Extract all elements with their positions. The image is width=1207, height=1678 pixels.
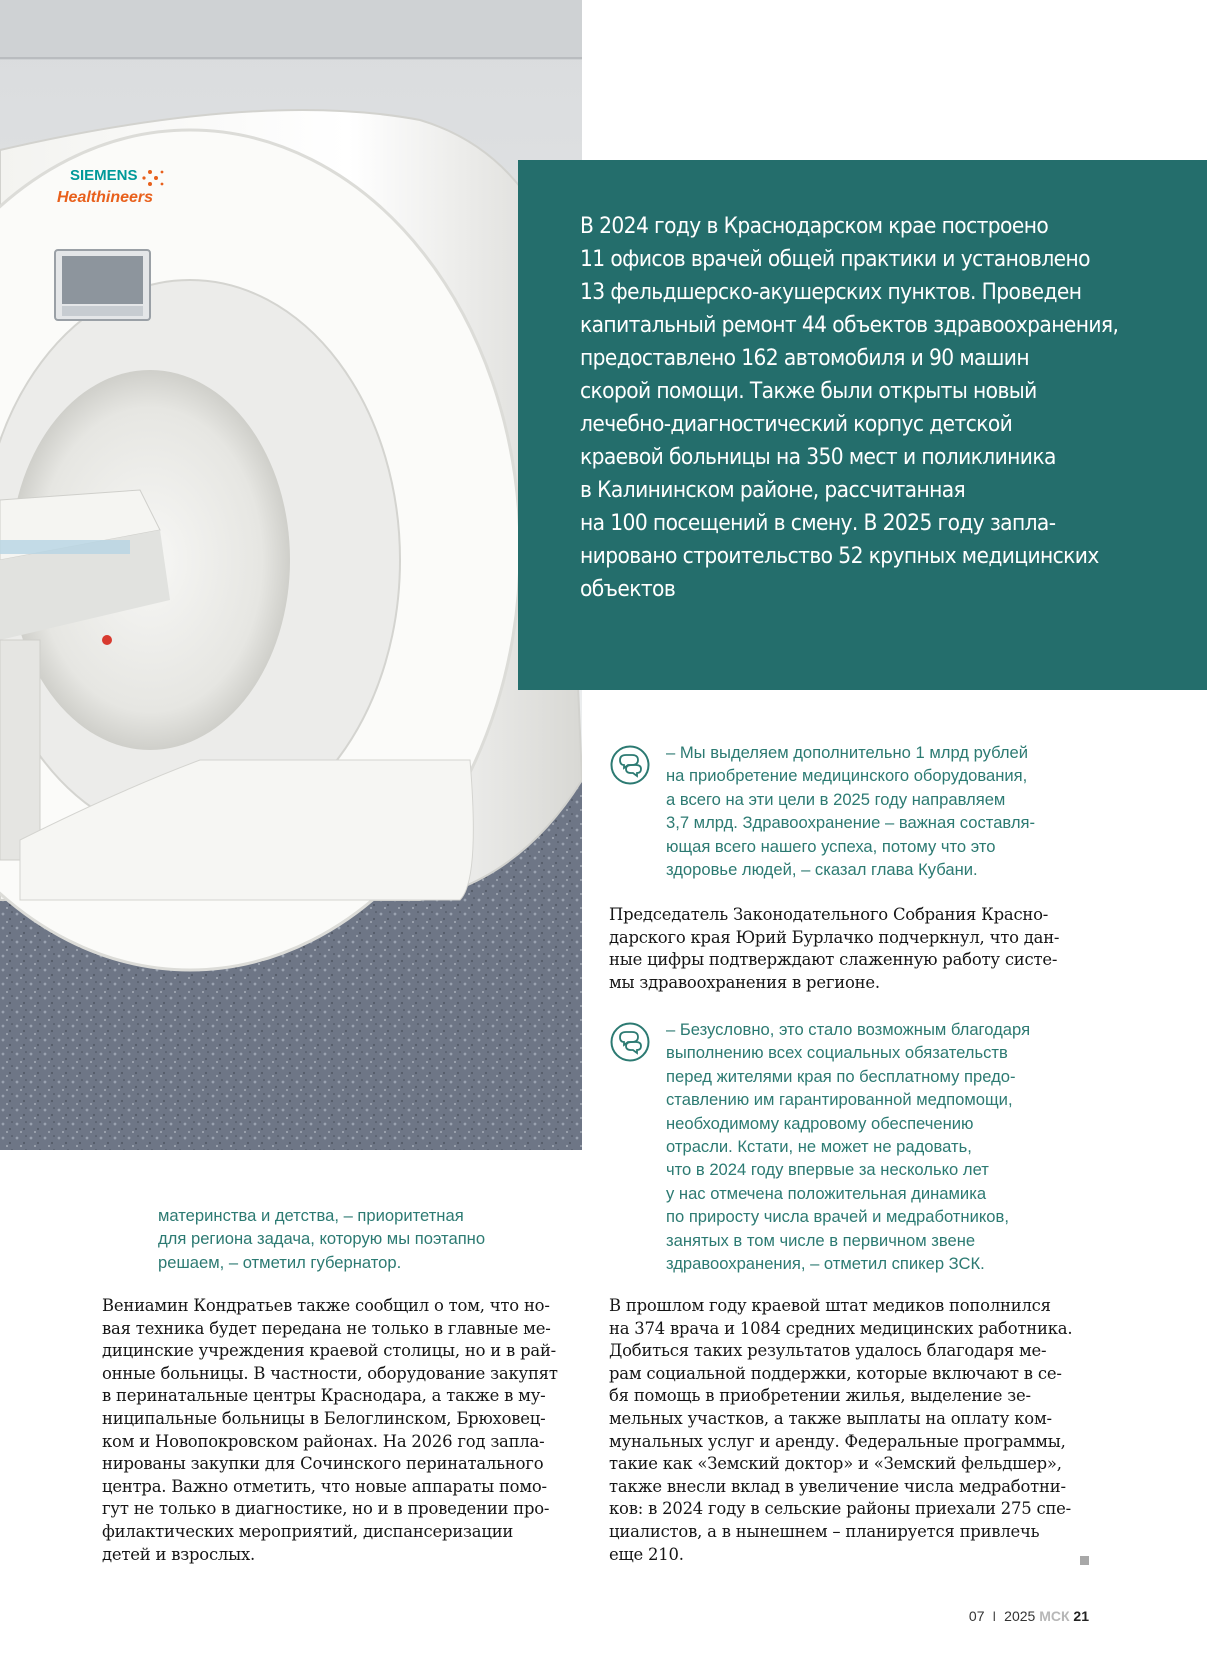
callout-text: В 2024 году в Краснодарском крае построено 11 офисов врачей общей практики и установлено 13 фельдшерско-акушерских пунктов. Проведен капитальный ремонт 44 объектов здравоохранения, предоставлено 162 автомобиля и 90 машин скорой помощи. Также были открыты новый лечебно-диагностический корпус детской краевой больницы на 350 мест и поликлиника в Калининском районе, рассчитанная на 100 посещений в смену. В 2025 году запла- нировано строительство 52 крупных медицинских объектов bbox=[580, 213, 1119, 602]
end-of-article-marker bbox=[1080, 1556, 1089, 1565]
quote-speech-icon bbox=[610, 745, 650, 785]
footer-magazine: МСК bbox=[1039, 1608, 1070, 1624]
body-text-right-1: Председатель Законодательного Собрания Красно- дарского края Юрий Бурлачко подчеркнул, что дан- ные цифры подтверждают слаженную работу систе- мы здравоохранения в регионе. bbox=[609, 905, 1060, 992]
quote-governor: – Мы выделяем дополнительно 1 млрд рублей на приобретение медицинского оборудования, а всего на эти цели в 2025 году направляем 3,7 млрд. Здравоохранение – важная составля- ющая всего нашего успеха, потому что это здоровье людей, – сказал глава Кубани. bbox=[666, 743, 1036, 880]
healthineers-logo-text: Healthineers bbox=[57, 189, 154, 206]
callout-box bbox=[518, 160, 1207, 690]
body-text-right-2: В прошлом году краевой штат медиков пополнился на 374 врача и 1084 средних медицинских работника. Добиться таких результатов удалось благодаря ме- рам социальной поддержки, которые включают в се- бя помощь в приобретении жилья, выделение зе- мельных участков, а также выплаты на оплату ком- мунальных услуг и аренду. Федеральные программы, такие как «Земский доктор» и «Земский фельдшер», также внесли вклад в увеличение числа медработни- ков: в 2024 году в сельские районы приехали 275 спе- циалистов, а в нынешнем – планируется привлечь еще 210. bbox=[609, 1296, 1073, 1564]
footer-issue: 07 bbox=[968, 1608, 985, 1624]
body-text-left: Вениамин Кондратьев также сообщил о том, что но- вая техника будет передана не только в главные ме- дицинские учреждения краевой столицы, но и в рай- онные больницы. В частности, оборудование закупят в перинатальные центры Краснодара, а также в му- ниципальные больницы в Белоглинском, Брюховец- ком и Новопокровском районах. На 2026 год запла- нированы закупки для Сочинского перинатального центра. Важно отметить, что новые аппараты помо- гут не только в диагностике, но и в проведении про- филактических мероприятий, диспансеризации детей и взрослых. bbox=[102, 1296, 558, 1564]
quote-speech-icon-2 bbox=[610, 1022, 650, 1062]
mri-scanner-illustration bbox=[0, 0, 582, 1150]
quote-speaker: – Безусловно, это стало возможным благодаря выполнению всех социальных обязательств перед жителями края по бесплатному предо- ставлению им гарантированной медпомощи, необходимому кадровому обеспечению отрасли. Кстати, не может не радовать, что в 2024 году впервые за несколько лет у нас отмечена положительная динамика по приросту числа врачей и медработников, занятых в том числе в первичном звене здравоохранения, – отметил спикер ЗСК. bbox=[666, 1020, 1031, 1274]
quote-governor-tail: материнства и детства, – приоритетная для региона задача, которую мы поэтапно решаем, – отметил губернатор. bbox=[158, 1206, 486, 1272]
footer-year: 2025 bbox=[1004, 1608, 1036, 1624]
page-footer bbox=[969, 1608, 1089, 1624]
siemens-logo-text: SIEMENS bbox=[70, 167, 138, 184]
mri-photo bbox=[0, 0, 582, 1150]
footer-separator: I bbox=[992, 1608, 997, 1624]
page-number: 21 bbox=[1073, 1608, 1089, 1624]
